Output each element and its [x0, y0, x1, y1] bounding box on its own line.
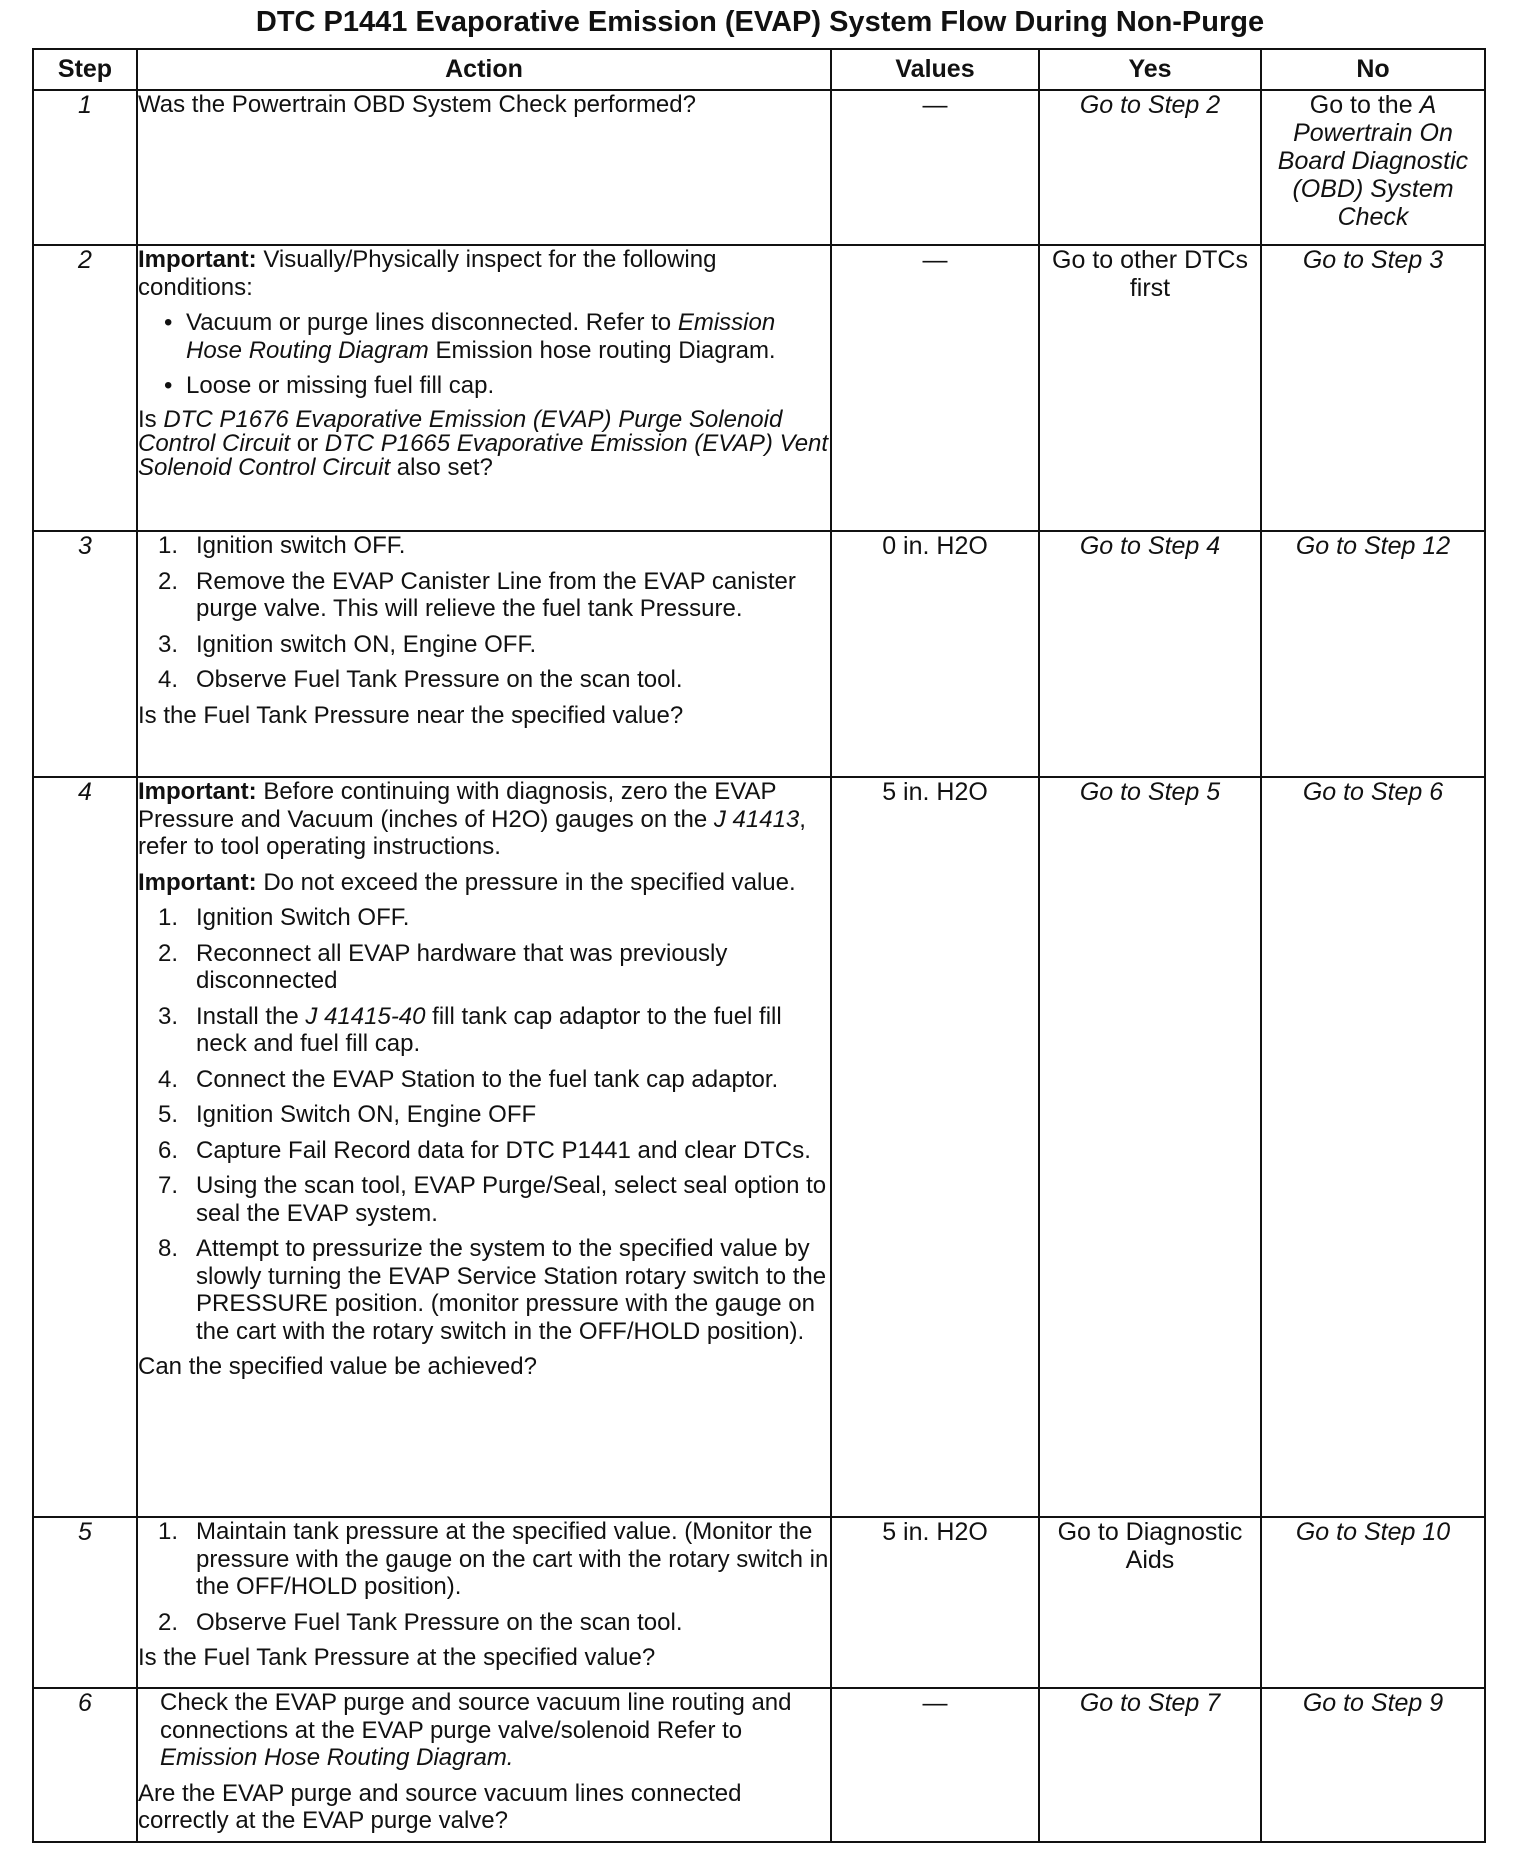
reference-link[interactable]: Emission Hose Routing Diagram. [160, 1744, 514, 1771]
important-text: Before continuing with diagnosis, zero the EVAP Pressure and Vacuum (inches of H2O) gauges on the [138, 778, 777, 833]
header-values: Values [831, 49, 1039, 90]
procedure-list [138, 904, 830, 1345]
important-label: Important: [138, 246, 257, 273]
value-cell: 0 in. H2O [831, 531, 1039, 777]
list-item-number: 4. [158, 1065, 179, 1093]
step-number: 3 [33, 531, 137, 777]
step-number: 5 [33, 1517, 137, 1688]
list-item-text: Connect the EVAP Station to the fuel tank cap adaptor. [196, 1065, 779, 1093]
action-cell [137, 1688, 831, 1842]
no-link[interactable]: A Powertrain On Board Diagnostic (OBD) System Check [1277, 91, 1469, 231]
table-row-step-4 [33, 777, 1485, 1517]
table-row-step-5 [33, 1517, 1485, 1688]
header-action: Action [137, 49, 831, 90]
page-title: DTC P1441 Evaporative Emission (EVAP) System Flow During Non-Purge [255, 6, 1265, 38]
important-label: Important: [138, 868, 257, 896]
list-item [138, 666, 830, 694]
no-link[interactable]: Go to Step 3 [1302, 246, 1444, 274]
list-item [138, 940, 830, 995]
no-prefix: Go to the [1309, 91, 1413, 119]
yes-link[interactable]: Go to Step 2 [1079, 91, 1221, 119]
list-item [138, 904, 830, 932]
list-item [138, 309, 830, 364]
list-item-text: Ignition switch ON, Engine OFF. [196, 630, 537, 658]
list-item [138, 1137, 830, 1165]
no-cell [1261, 531, 1485, 777]
list-item-number: 2. [158, 1608, 179, 1636]
table-row-step-1 [33, 90, 1485, 245]
important-note [138, 246, 830, 301]
no-link[interactable]: Go to Step 6 [1302, 778, 1444, 806]
action-cell [137, 531, 831, 777]
list-item-number: 4. [158, 666, 179, 693]
list-item [138, 1235, 830, 1345]
list-item-text: Emission hose routing Diagram. [435, 336, 776, 364]
important-label: Important: [138, 778, 257, 805]
important-text: Visually/Physically inspect for the following conditions: [138, 246, 717, 301]
list-item-text: Vacuum or purge lines disconnected. Refer to [186, 309, 672, 336]
tool-reference: J 41415-40 [305, 1002, 426, 1030]
list-item-text: Ignition Switch OFF. [196, 904, 410, 931]
list-item-text: Observe Fuel Tank Pressure on the scan tool. [196, 666, 683, 693]
list-item-number: 2. [158, 939, 179, 967]
list-item-number: 6. [158, 1136, 179, 1164]
table-row-step-6 [33, 1688, 1485, 1842]
yes-link[interactable]: Go to Step 4 [1079, 532, 1221, 560]
table-row-step-2 [33, 245, 1485, 531]
no-cell [1261, 777, 1485, 1517]
list-item-text: Using the scan tool, EVAP Purge/Seal, select seal option to seal the EVAP system. [196, 1172, 827, 1227]
list-item [138, 1609, 830, 1637]
no-cell [1261, 1517, 1485, 1688]
table-row-step-3 [33, 531, 1485, 777]
list-item-number: 3. [158, 630, 179, 658]
action-cell [137, 245, 831, 531]
value-cell: — [831, 90, 1039, 245]
value-cell: 5 in. H2O [831, 777, 1039, 1517]
yes-cell [1039, 1688, 1261, 1842]
list-item [138, 568, 830, 623]
value-cell: — [831, 1688, 1039, 1842]
list-item-number: 5. [158, 1101, 179, 1128]
list-item-number: 3. [158, 1002, 179, 1030]
step-number: 1 [33, 90, 137, 245]
list-item-text: Capture Fail Record data for DTC P1441 and clear DTCs. [196, 1136, 811, 1164]
important-text: , refer to tool operating instructions. [138, 805, 806, 860]
question-fragment: or [296, 429, 319, 457]
list-item-text: Ignition switch OFF. [196, 532, 406, 559]
list-item-text: Attempt to pressurize the system to the specified value by slowly turning the EVAP Service Station rotary switch to the PRESSURE position. (monitor pressure with the gauge on the cart with the rotary switch in the OFF/HOLD position). [196, 1235, 827, 1345]
reference-link[interactable]: Emission Hose Routing Diagram [186, 309, 776, 364]
yes-link[interactable]: Go to Step 5 [1079, 778, 1221, 806]
yes-link[interactable]: Go to other DTCs first [1052, 246, 1248, 302]
list-item-number: 1. [158, 904, 179, 931]
no-link[interactable]: Go to Step 9 [1302, 1689, 1444, 1717]
list-item-text: Ignition Switch ON, Engine OFF [196, 1101, 537, 1128]
yes-cell [1039, 245, 1261, 531]
question-text [138, 405, 830, 481]
list-item-number: 1. [158, 1518, 179, 1545]
list-item [138, 1101, 830, 1129]
list-item-text: fill tank cap adaptor to the fuel fill neck and fuel fill cap. [196, 1002, 782, 1057]
reference-link[interactable]: DTC P1676 Evaporative Emission (EVAP) Purge Solenoid Control Circuit [138, 405, 783, 457]
header-no: No [1261, 49, 1485, 90]
question-text: Is the Fuel Tank Pressure near the specified value? [138, 701, 684, 729]
diagnostic-table [32, 48, 1486, 1843]
question-text: Was the Powertrain OBD System Check performed? [138, 91, 696, 118]
list-item-text: Maintain tank pressure at the specified value. (Monitor the pressure with the gauge on the cart with the rotary switch in the OFF/HOLD position). [196, 1518, 829, 1600]
header-row [33, 49, 1485, 90]
instruction-text [138, 1689, 830, 1772]
list-item-number: 7. [158, 1172, 179, 1199]
list-item-text: Observe Fuel Tank Pressure on the scan tool. [196, 1608, 683, 1636]
action-cell [137, 90, 831, 245]
no-link[interactable]: Go to Step 12 [1295, 532, 1451, 560]
list-item [138, 1003, 830, 1058]
step-number: 6 [33, 1688, 137, 1842]
question-fragment: also set? [396, 453, 493, 481]
list-item-number: 1. [158, 532, 179, 559]
list-item [138, 372, 830, 400]
question-text: Are the EVAP purge and source vacuum lines connected correctly at the EVAP purge valve? [138, 1779, 742, 1834]
yes-cell [1039, 1517, 1261, 1688]
yes-cell [1039, 90, 1261, 245]
list-item-text: Loose or missing fuel fill cap. [186, 372, 495, 399]
procedure-list [138, 532, 830, 694]
header-step: Step [33, 49, 137, 90]
question-text: Is the Fuel Tank Pressure at the specified value? [138, 1644, 656, 1671]
list-item-text: Remove the EVAP Canister Line from the EVAP canister purge valve. This will relieve the fuel tank Pressure. [196, 567, 796, 622]
step-number: 4 [33, 777, 137, 1517]
question-fragment: Is [138, 405, 157, 433]
tool-reference: J 41413 [713, 805, 800, 833]
important-text: Do not exceed the pressure in the specified value. [263, 868, 796, 896]
step-number: 2 [33, 245, 137, 531]
important-note [138, 778, 830, 861]
action-cell [137, 1517, 831, 1688]
no-link[interactable]: Go to Step 10 [1295, 1518, 1451, 1546]
list-item-number: 2. [158, 567, 179, 595]
list-item-text: Reconnect all EVAP hardware that was previously disconnected [196, 939, 728, 994]
yes-cell [1039, 777, 1261, 1517]
procedure-list [138, 1518, 830, 1636]
reference-link[interactable]: DTC P1665 Evaporative Emission (EVAP) Vent Solenoid Control Circuit [138, 429, 829, 481]
list-item-text: Install the [196, 1002, 299, 1030]
header-yes: Yes [1039, 49, 1261, 90]
value-cell: — [831, 245, 1039, 531]
condition-list [138, 309, 830, 400]
no-cell [1261, 245, 1485, 531]
list-item [138, 1518, 830, 1601]
important-note [138, 869, 830, 897]
yes-cell [1039, 531, 1261, 777]
list-item [138, 532, 830, 560]
question-text: Can the specified value be achieved? [138, 1353, 537, 1380]
instruction-fragment: Check the EVAP purge and source vacuum line routing and connections at the EVAP purge valve/solenoid Refer to [160, 1689, 792, 1744]
value-cell: 5 in. H2O [831, 1517, 1039, 1688]
list-item [138, 1066, 830, 1094]
no-cell [1261, 90, 1485, 245]
list-item [138, 1172, 830, 1227]
list-item [138, 631, 830, 659]
action-cell [137, 777, 831, 1517]
yes-link[interactable]: Go to Diagnostic Aids [1057, 1518, 1243, 1574]
list-item-number: 8. [158, 1235, 179, 1262]
no-cell [1261, 1688, 1485, 1842]
yes-link[interactable]: Go to Step 7 [1079, 1689, 1221, 1717]
